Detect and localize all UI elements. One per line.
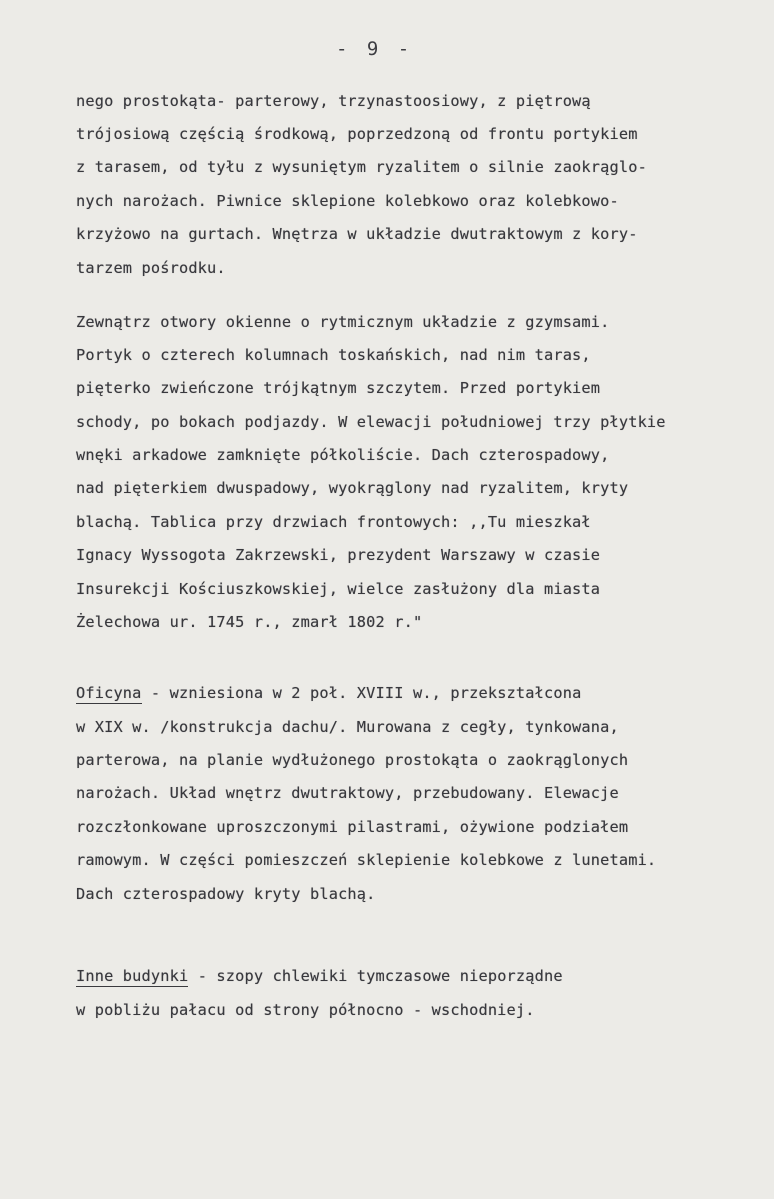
text-line: parterowa, na planie wydłużonego prostokąta o zaokrąglonych (76, 751, 629, 769)
text-line: nych narożach. Piwnice sklepione kolebkowo oraz kolebkowo- (76, 192, 619, 210)
text-line: Dach czterospadowy kryty blachą. (76, 885, 376, 903)
text-line: Portyk o czterech kolumnach toskańskich, nad nim taras, (76, 346, 591, 364)
text-line: w XIX w. /konstrukcja dachu/. Murowana z cegły, tynkowana, (76, 718, 619, 736)
section-first-line (76, 684, 581, 702)
text-line: trójosiową częścią środkową, poprzedzoną od frontu portykiem (76, 125, 638, 143)
page-number: - 9 - (336, 38, 414, 60)
text-line: Żelechowa ur. 1745 r., zmarł 1802 r." (76, 613, 423, 631)
section-heading-rest: - szopy chlewiki tymczasowe nieporządne (188, 967, 563, 985)
text-line: nego prostokąta- parterowy, trzynastoosiowy, z piętrową (76, 92, 591, 110)
text-line: krzyżowo na gurtach. Wnętrza w układzie dwutraktowym z kory- (76, 225, 638, 243)
section-heading: Inne budynki (76, 967, 189, 985)
text-line: ramowym. W części pomieszczeń sklepienie kolebkowe z lunetami. (76, 851, 657, 869)
text-line: rozczłonkowane uproszczonymi pilastrami, ożywione podziałem (76, 818, 629, 836)
text-line: Insurekcji Kościuszkowskiej, wielce zasłużony dla miasta (76, 580, 601, 598)
text-line: nad pięterkiem dwuspadowy, wyokrąglony nad ryzalitem, kryty (76, 479, 629, 497)
section-first-line (76, 967, 563, 985)
text-line: narożach. Układ wnętrz dwutraktowy, przebudowany. Elewacje (76, 784, 619, 802)
text-line: blachą. Tablica przy drzwiach frontowych: ,,Tu mieszkał (76, 513, 591, 531)
section-heading: Oficyna (76, 684, 142, 702)
text-line: tarzem pośrodku. (76, 259, 226, 277)
text-line: wnęki arkadowe zamknięte półkoliście. Dach czterospadowy, (76, 446, 610, 464)
text-line: Ignacy Wyssogota Zakrzewski, prezydent Warszawy w czasie (76, 546, 601, 564)
text-line: Zewnątrz otwory okienne o rytmicznym układzie z gzymsami. (76, 313, 610, 331)
text-line: schody, po bokach podjazdy. W elewacji południowej trzy płytkie (76, 413, 666, 431)
text-line: pięterko zwieńczone trójkątnym szczytem. Przed portykiem (76, 379, 601, 397)
text-line: z tarasem, od tyłu z wysuniętym ryzalitem o silnie zaokrąglo- (76, 158, 647, 176)
section-heading-rest: - wzniesiona w 2 poł. XVIII w., przekształcona (141, 684, 582, 702)
text-line: w pobliżu pałacu od strony północno - wschodniej. (76, 1001, 535, 1019)
